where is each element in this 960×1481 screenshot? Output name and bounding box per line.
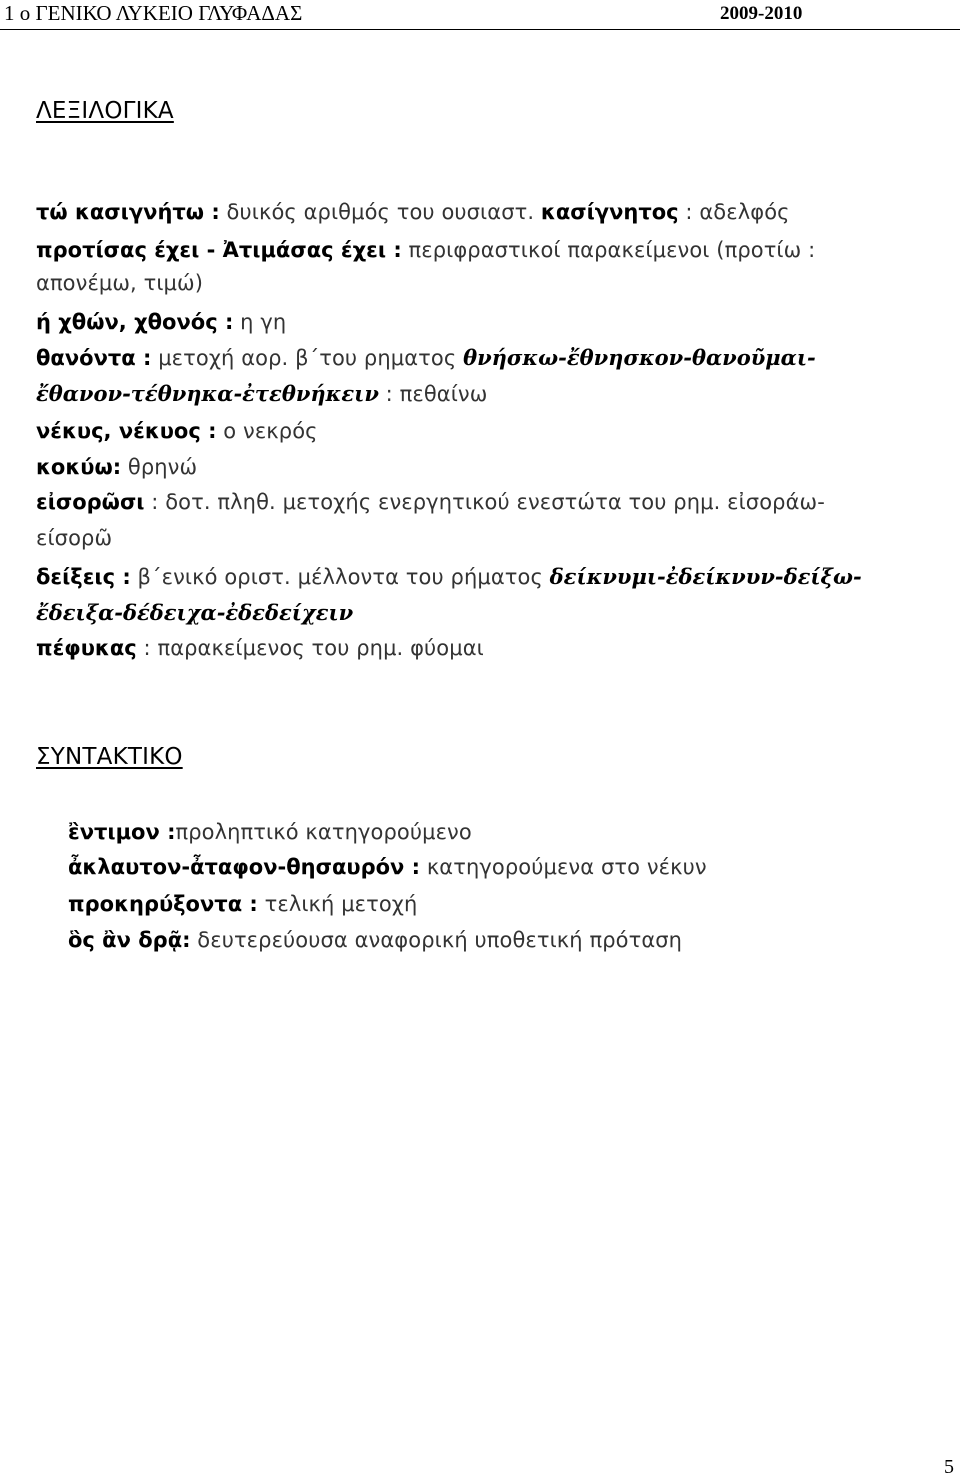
syntaktiko-line-2	[68, 855, 707, 879]
definition: η γη	[233, 310, 287, 334]
definition: δυικός αριθμός του ουσιαστ.	[219, 200, 541, 224]
definition: μετοχή αορ. β΄του ρηματος	[151, 346, 464, 370]
verb-forms: ἔδειξα-δέδειχα-ἐδεδείχειν	[36, 600, 354, 625]
lexilogika-line-2	[36, 238, 815, 262]
term: δείξεις :	[36, 565, 131, 589]
page-header	[0, 0, 960, 30]
lexilogika-line-13	[36, 636, 484, 660]
definition: : πεθαίνω	[378, 382, 488, 406]
term: ἒντιμον :	[68, 820, 176, 844]
definition: είσορῶ	[36, 526, 113, 550]
definition: ο νεκρός	[216, 419, 318, 443]
lexilogika-line-9	[36, 490, 825, 514]
definition: τελική μετοχή	[257, 892, 418, 916]
definition: θρηνώ	[121, 455, 198, 479]
definition: : παρακείμενος του ρημ. φύομαι	[136, 636, 484, 660]
lexilogika-title: ΛΕΞΙΛΟΓΙΚΑ	[36, 98, 174, 124]
term: τώ κασιγνήτω :	[36, 200, 220, 224]
term: κασίγνητος	[540, 200, 679, 224]
verb-forms: ἔθανον-τέθνηκα-ἐτεθνήκειν	[36, 381, 379, 406]
definition: προληπτικό κατηγορούμενο	[175, 820, 472, 844]
term: ὃς ἂν δρᾷ:	[68, 928, 191, 952]
definition: : αδελφός	[678, 200, 790, 224]
lexilogika-line-12	[36, 600, 353, 625]
syntaktiko-title: ΣΥΝΤΑΚΤΙΚΟ	[36, 744, 183, 770]
verb-forms: δείκνυμι-ἐδείκνυν-δείξω-	[549, 564, 862, 589]
lexilogika-line-6	[36, 381, 487, 406]
lexilogika-line-7	[36, 419, 318, 443]
syntaktiko-line-1	[68, 820, 472, 844]
syntaktiko-line-4	[68, 928, 682, 952]
term: προκηρύξοντα :	[68, 892, 258, 916]
definition: περιφραστικοί παρακείμενοι (προτίω :	[401, 238, 816, 262]
term: προτίσας έχει - Ἀτιμάσας έχει :	[36, 238, 402, 262]
definition: : δοτ. πληθ. μετοχής ενεργητικού ενεστώτα του ρημ. εἰσοράω-	[144, 490, 825, 514]
lexilogika-line-1	[36, 200, 790, 224]
header-rule	[0, 29, 960, 30]
term: νέκυς, νέκυος :	[36, 419, 217, 443]
definition: δευτερεύουσα αναφορική υποθετική πρόταση	[190, 928, 683, 952]
term: κοκύω:	[36, 455, 122, 479]
term: ή χθών, χθονός :	[36, 310, 234, 334]
term: πέφυκας	[36, 636, 137, 660]
lexilogika-line-3	[36, 271, 203, 295]
school-name: 1 ο ΓΕΝΙΚΟ ΛΥΚΕΙΟ ΓΛΥΦΑΔΑΣ	[4, 1, 303, 25]
syntaktiko-line-3	[68, 892, 417, 916]
term: ἆκλαυτον-ἆταφον-θησαυρόν :	[68, 855, 421, 879]
term: θανόντα :	[36, 346, 152, 370]
verb-forms: θνήσκω-ἔθνησκον-θανοῦμαι-	[463, 345, 816, 370]
definition: κατηγορούμενα στο νέκυν	[420, 855, 707, 879]
lexilogika-line-8	[36, 455, 197, 479]
lexilogika-line-4	[36, 310, 286, 334]
school-year: 2009-2010	[720, 3, 803, 24]
definition: β΄ενικό οριστ. μέλλοντα του ρήματος	[130, 565, 550, 589]
lexilogika-line-11	[36, 564, 862, 589]
lexilogika-line-5	[36, 345, 816, 370]
lexilogika-line-10	[36, 526, 112, 550]
page-number: 5	[944, 1456, 954, 1478]
term: εἰσορῶσι	[36, 490, 145, 514]
definition: απονέμω, τιμώ)	[36, 271, 204, 295]
